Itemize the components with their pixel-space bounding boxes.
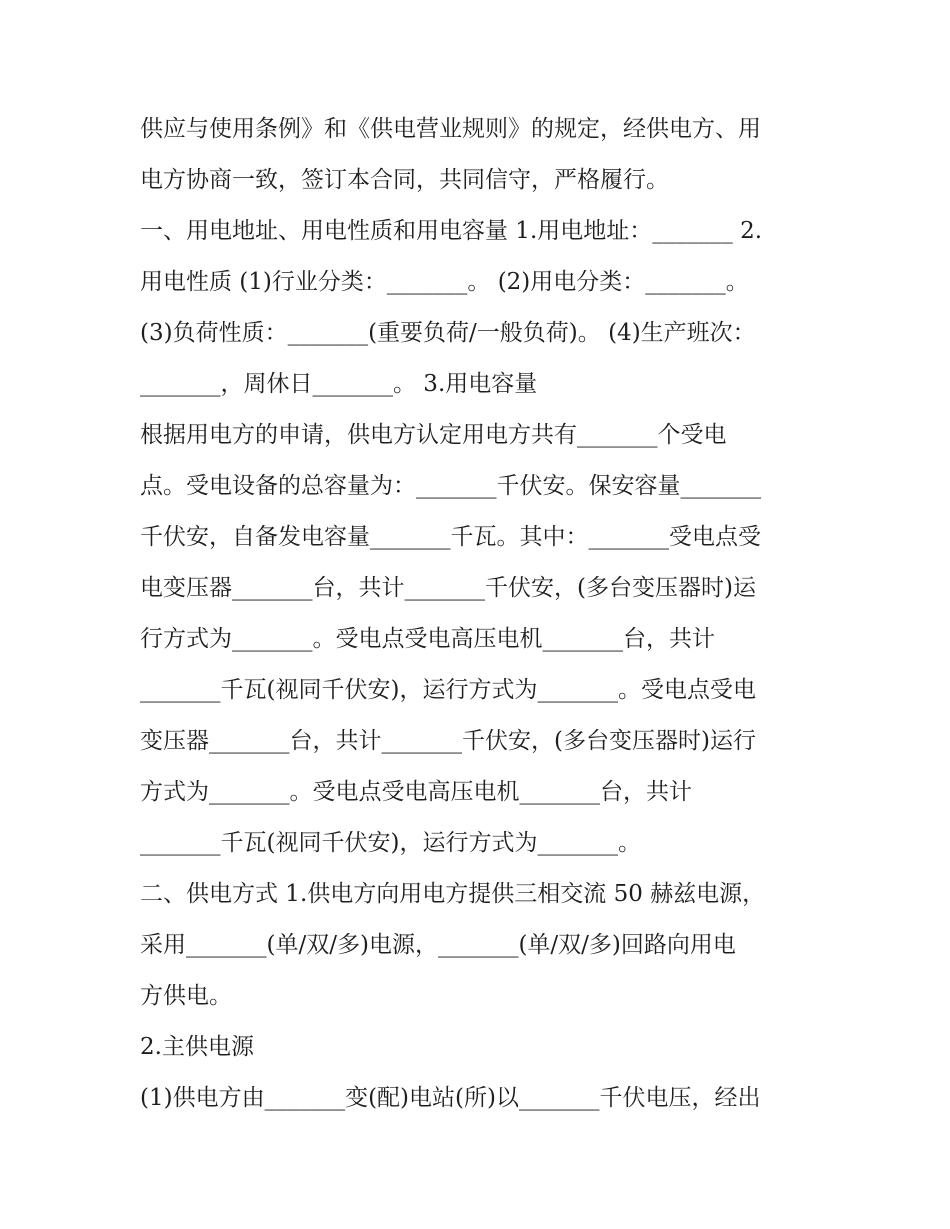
text-line-2: 电方协商一致，签订本合同，共同信守，严格履行。 — [140, 167, 669, 193]
text-line-6: _______，周休日_______。 3.用电容量 — [140, 371, 538, 397]
text-line-18: 方供电。 — [140, 983, 232, 1009]
text-line-12: _______千瓦(视同千伏安)，运行方式为_______。受电点受电 — [140, 677, 756, 703]
text-line-7: 根据用电方的申请，供电方认定用电方共有_______个受电 — [140, 422, 727, 448]
text-line-10: 电变压器_______台，共计_______千伏安，(多台变压器时)运 — [140, 575, 756, 601]
text-line-11: 行方式为_______。受电点受电高压电机_______台，共计 — [140, 626, 715, 652]
text-line-3: 一、用电地址、用电性质和用电容量 1.用电地址：_______ 2. — [140, 218, 763, 244]
text-line-5: (3)负荷性质：_______(重要负荷/一般负荷)。 (4)生产班次： — [140, 320, 756, 346]
text-line-17: 采用_______(单/双/多)电源，_______(单/双/多)回路向用电 — [140, 932, 736, 958]
text-line-16: 二、供电方式 1.供电方向用电方提供三相交流 50 赫兹电源， — [140, 881, 766, 907]
contract-body-text — [140, 104, 820, 1124]
text-line-13: 变压器_______台，共计_______千伏安，(多台变压器时)运行 — [140, 728, 756, 754]
text-line-14: 方式为_______。受电点受电高压电机_______台，共计 — [140, 779, 692, 805]
text-line-19: 2.主供电源 — [140, 1034, 254, 1060]
text-line-8: 点。受电设备的总容量为：_______千伏安。保安容量_______ — [140, 473, 761, 499]
text-line-9: 千伏安，自备发电容量_______千瓦。其中：_______受电点受 — [140, 524, 761, 550]
text-line-1: 供应与使用条例》和《供电营业规则》的规定，经供电方、用 — [140, 116, 761, 142]
text-line-20: (1)供电方由_______变(配)电站(所)以_______千伏电压，经出 — [140, 1085, 761, 1111]
text-line-4: 用电性质 (1)行业分类：_______。 (2)用电分类：_______。 — [140, 269, 749, 295]
text-line-15: _______千瓦(视同千伏安)，运行方式为_______。 — [140, 830, 641, 856]
